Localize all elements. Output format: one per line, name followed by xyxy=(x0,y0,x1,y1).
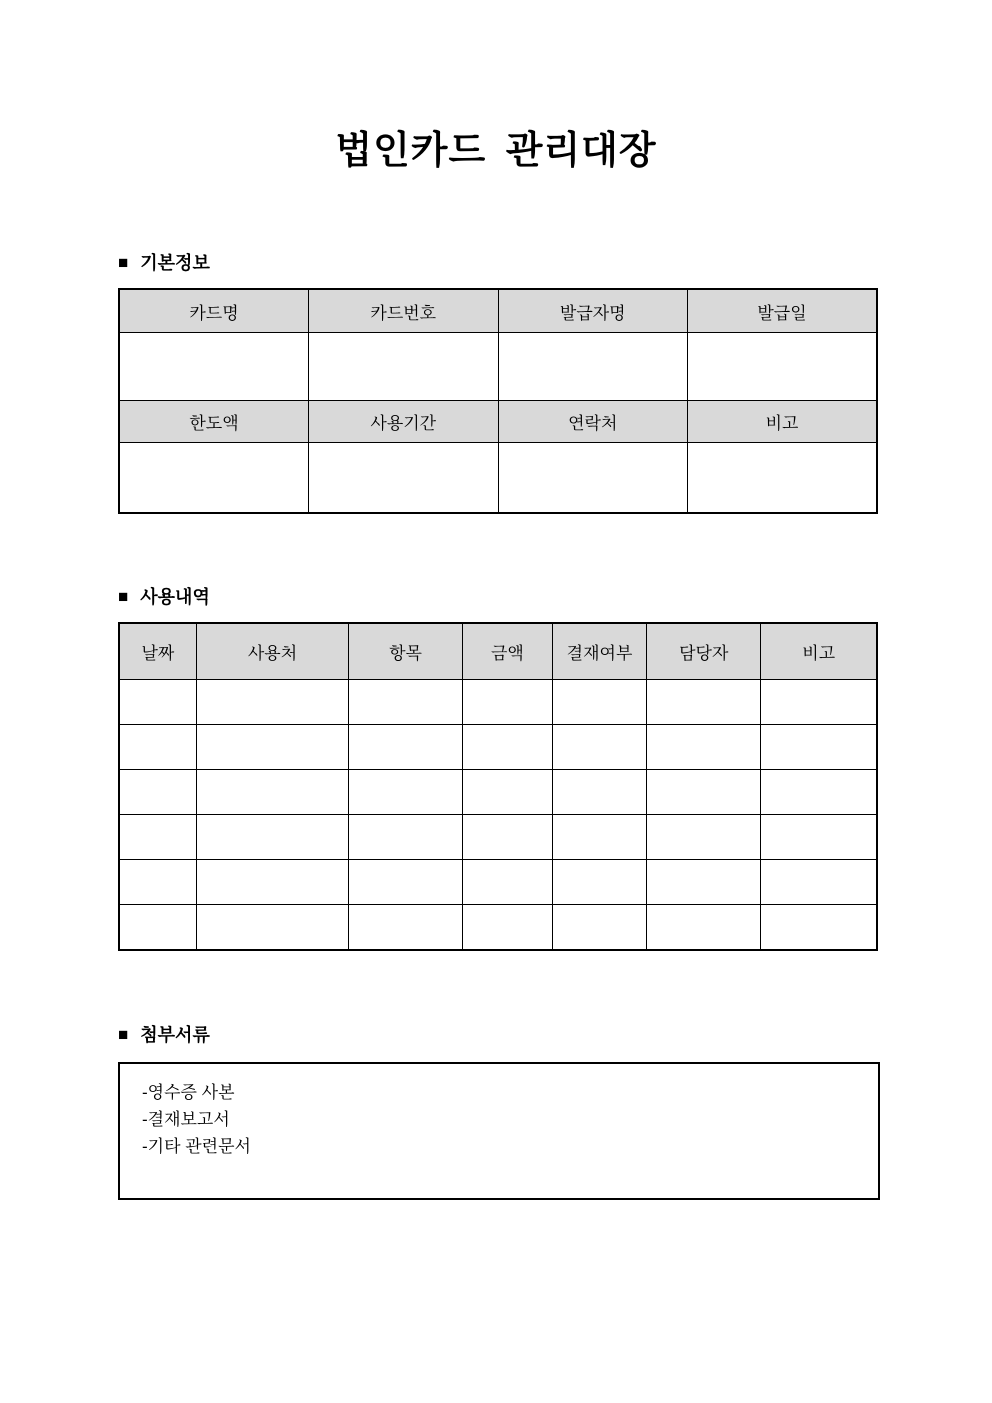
empty-cell xyxy=(196,680,348,725)
empty-cell xyxy=(196,770,348,815)
empty-cell xyxy=(462,680,552,725)
attachment-item-approval-report: -결재보고서 xyxy=(142,1110,230,1129)
section-heading-attachments xyxy=(118,1024,992,1046)
empty-cell xyxy=(462,770,552,815)
header-cell-issue-date: 발급일 xyxy=(688,289,878,333)
header-cell-card-number: 카드번호 xyxy=(309,289,499,333)
header-cell-approval-status: 결재여부 xyxy=(553,623,647,680)
empty-cell xyxy=(553,905,647,951)
page-title: 법인카드 관리대장 xyxy=(335,130,657,172)
table-row xyxy=(119,289,877,333)
table-row xyxy=(119,860,877,905)
section-label-basic-info: 기본정보 xyxy=(140,253,210,273)
header-cell-limit-amount: 한도액 xyxy=(119,401,309,443)
empty-cell xyxy=(119,860,196,905)
usage-history-table xyxy=(118,622,878,951)
empty-cell xyxy=(462,815,552,860)
section-label-usage-history: 사용내역 xyxy=(140,587,210,607)
empty-cell xyxy=(498,333,688,401)
empty-cell xyxy=(761,770,877,815)
table-row xyxy=(119,443,877,514)
empty-cell xyxy=(647,680,761,725)
table-row xyxy=(119,680,877,725)
empty-cell xyxy=(119,333,309,401)
empty-cell xyxy=(119,680,196,725)
header-cell-person-in-charge: 담당자 xyxy=(647,623,761,680)
empty-cell xyxy=(309,333,499,401)
header-cell-usage-period: 사용기간 xyxy=(309,401,499,443)
empty-cell xyxy=(349,860,463,905)
empty-cell xyxy=(553,680,647,725)
empty-cell xyxy=(349,815,463,860)
empty-cell xyxy=(553,770,647,815)
header-cell-item: 항목 xyxy=(349,623,463,680)
empty-cell xyxy=(349,770,463,815)
empty-cell xyxy=(553,725,647,770)
header-cell-date: 날짜 xyxy=(119,623,196,680)
black-square-icon: ■ xyxy=(118,1025,129,1044)
empty-cell xyxy=(647,905,761,951)
empty-cell xyxy=(349,905,463,951)
header-cell-place-of-use: 사용처 xyxy=(196,623,348,680)
empty-cell xyxy=(119,725,196,770)
header-cell-contact: 연락처 xyxy=(498,401,688,443)
empty-cell xyxy=(761,680,877,725)
empty-cell xyxy=(761,815,877,860)
basic-info-table xyxy=(118,288,878,514)
table-row xyxy=(119,333,877,401)
empty-cell xyxy=(462,725,552,770)
empty-cell xyxy=(553,860,647,905)
header-cell-amount: 금액 xyxy=(462,623,552,680)
empty-cell xyxy=(119,770,196,815)
empty-cell xyxy=(761,725,877,770)
empty-cell xyxy=(761,905,877,951)
section-heading-usage-history xyxy=(118,586,992,608)
black-square-icon: ■ xyxy=(118,253,129,272)
header-cell-issuer-name: 발급자명 xyxy=(498,289,688,333)
table-row xyxy=(119,815,877,860)
empty-cell xyxy=(349,680,463,725)
attachment-item-other-documents: -기타 관련문서 xyxy=(142,1137,251,1156)
empty-cell xyxy=(761,860,877,905)
black-square-icon: ■ xyxy=(118,587,129,606)
empty-cell xyxy=(462,860,552,905)
empty-cell xyxy=(688,333,878,401)
empty-cell xyxy=(119,443,309,514)
empty-cell xyxy=(498,443,688,514)
empty-cell xyxy=(196,905,348,951)
empty-cell xyxy=(196,815,348,860)
empty-cell xyxy=(688,443,878,514)
empty-cell xyxy=(553,815,647,860)
header-cell-card-name: 카드명 xyxy=(119,289,309,333)
header-cell-remarks: 비고 xyxy=(688,401,878,443)
section-heading-basic-info xyxy=(118,252,992,274)
header-cell-remarks: 비고 xyxy=(761,623,877,680)
attachment-item-receipt-copy: -영수증 사본 xyxy=(142,1083,235,1102)
empty-cell xyxy=(462,905,552,951)
table-header-row xyxy=(119,623,877,680)
table-row xyxy=(119,401,877,443)
empty-cell xyxy=(349,725,463,770)
empty-cell xyxy=(647,860,761,905)
empty-cell xyxy=(196,860,348,905)
empty-cell xyxy=(119,905,196,951)
table-row xyxy=(119,725,877,770)
empty-cell xyxy=(647,815,761,860)
empty-cell xyxy=(119,815,196,860)
empty-cell xyxy=(196,725,348,770)
empty-cell xyxy=(647,725,761,770)
empty-cell xyxy=(309,443,499,514)
table-row xyxy=(119,905,877,951)
empty-cell xyxy=(647,770,761,815)
attachments-box xyxy=(118,1062,880,1200)
section-label-attachments: 첨부서류 xyxy=(140,1025,210,1045)
table-row xyxy=(119,770,877,815)
